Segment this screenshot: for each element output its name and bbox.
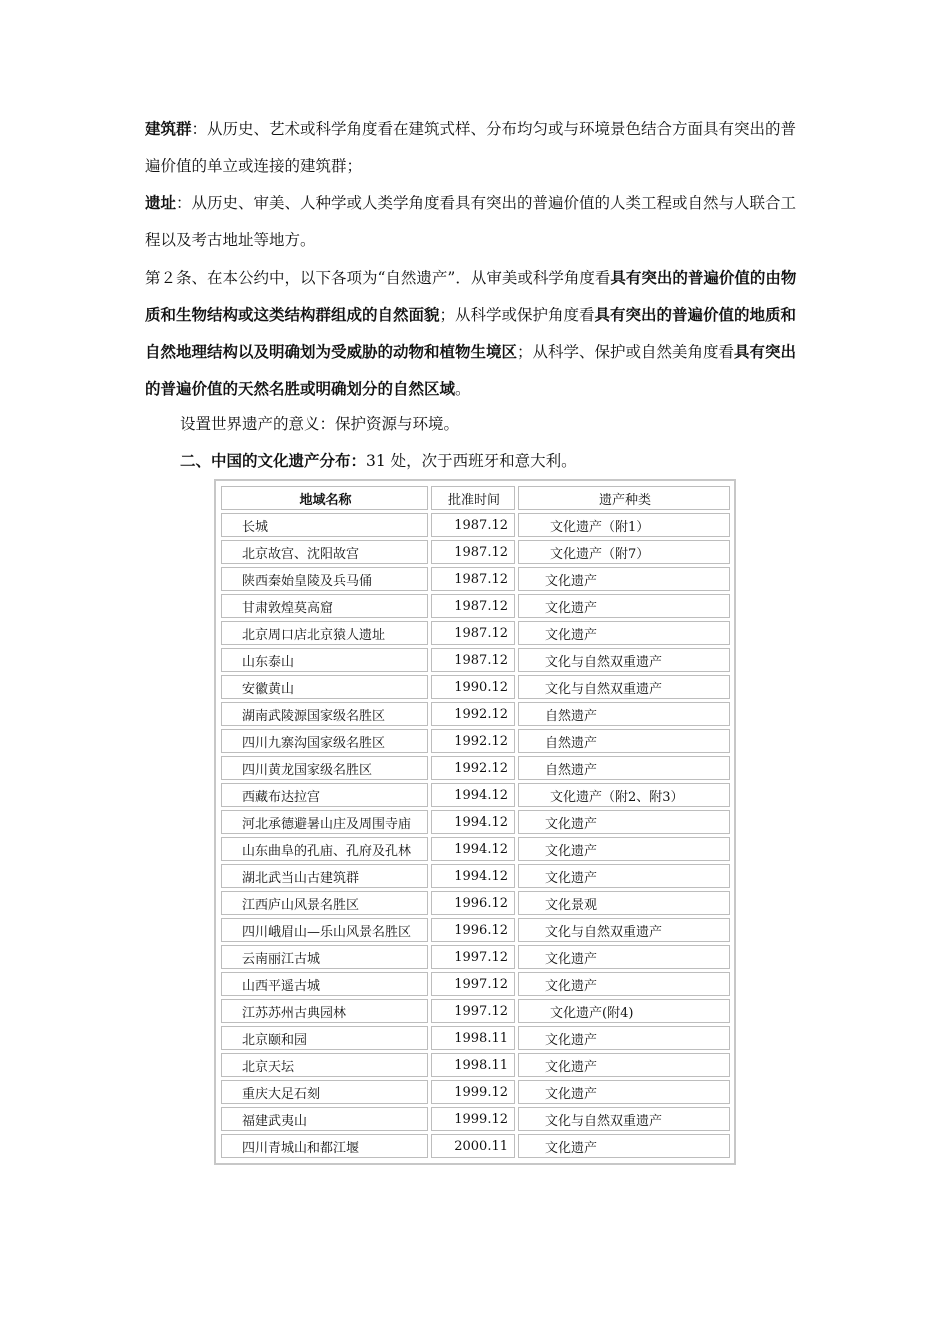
term-building-groups: 建筑群 [145,120,192,138]
table-row [221,918,730,942]
article-2-text-1: 第２条、在本公约中，以下各项为“自然遗产”．从审美或科学角度看 [145,269,611,287]
article-2-bold-3: 具有突出的普遍价值的天然名胜或明确划分的自然区域 [145,343,797,398]
region-cell: 四川九寨沟国家级名胜区 [221,729,428,753]
region-cell: 西藏布达拉宫 [221,783,428,807]
region-cell: 北京故宫、沈阳故宫 [221,540,428,564]
table-row [221,864,730,888]
date-cell: 1997.12 [431,972,515,996]
region-cell: 湖南武陵源国家级名胜区 [221,702,428,726]
type-cell: 文化景观 [518,891,730,915]
table-row [221,756,730,780]
table-row [221,567,730,591]
type-cell: 文化与自然双重遗产 [518,648,730,672]
region-cell: 重庆大足石刻 [221,1080,428,1104]
date-cell: 1987.12 [431,567,515,591]
date-cell: 1997.12 [431,999,515,1023]
table-row [221,675,730,699]
table-row [221,540,730,564]
table-row [221,1080,730,1104]
region-cell: 甘肃敦煌莫高窟 [221,594,428,618]
term-sites: 遗址 [145,194,177,212]
table-row [221,1107,730,1131]
table-row [221,621,730,645]
article-2-text-2: ；从科学或保护角度看 [439,306,595,324]
type-cell: 文化遗产 [518,1053,730,1077]
type-cell: 文化与自然双重遗产 [518,918,730,942]
type-cell: 文化遗产 [518,972,730,996]
date-cell: 1994.12 [431,864,515,888]
type-cell: 文化遗产（附2、附3） [518,783,730,807]
table-row [221,972,730,996]
region-cell: 陕西秦始皇陵及兵马俑 [221,567,428,591]
date-cell: 1994.12 [431,810,515,834]
type-cell: 自然遗产 [518,729,730,753]
date-cell: 1987.12 [431,621,515,645]
region-cell: 四川青城山和都江堰 [221,1134,428,1158]
type-cell: 自然遗产 [518,702,730,726]
table-row [221,891,730,915]
date-cell: 1990.12 [431,675,515,699]
table-row [221,702,730,726]
date-cell: 1992.12 [431,729,515,753]
region-cell: 山西平遥古城 [221,972,428,996]
definition-sites: ：从历史、审美、人种学或人类学角度看具有突出的普遍价值的人类工程或自然与人联合工程以及考古地址等地方。 [145,194,797,249]
date-cell: 1999.12 [431,1080,515,1104]
table-row [221,783,730,807]
section-heading: 二、中国的文化遗产分布： [180,452,367,470]
region-cell: 北京周口店北京猿人遗址 [221,621,428,645]
type-cell: 文化遗产 [518,1080,730,1104]
region-cell: 四川黄龙国家级名胜区 [221,756,428,780]
section-heading-text: 31 处，次于西班牙和意大利。 [366,452,577,470]
date-cell: 2000.11 [431,1134,515,1158]
heritage-table [218,483,733,1161]
region-cell: 四川峨眉山—乐山风景名胜区 [221,918,428,942]
type-cell: 文化与自然双重遗产 [518,1107,730,1131]
region-cell: 河北承德避暑山庄及周围寺庙 [221,810,428,834]
paragraph-building-groups [145,111,810,185]
table-header-row [221,486,730,510]
type-cell: 文化遗产（附1） [518,513,730,537]
significance-line: 设置世界遗产的意义：保护资源与环境。 [180,415,460,433]
table-row [221,945,730,969]
region-cell: 江苏苏州古典园林 [221,999,428,1023]
date-cell: 1996.12 [431,891,515,915]
paragraph-sites [145,185,810,259]
header-date: 批准时间 [431,486,515,510]
date-cell: 1994.12 [431,837,515,861]
date-cell: 1992.12 [431,756,515,780]
date-cell: 1997.12 [431,945,515,969]
definition-building-groups: ：从历史、艺术或科学角度看在建筑式样、分布均匀或与环境景色结合方面具有突出的普遍价值的单立或连接的建筑群； [145,120,797,175]
table-row [221,999,730,1023]
table-row [221,837,730,861]
table-row [221,513,730,537]
section-heading-line [180,449,577,471]
date-cell: 1998.11 [431,1026,515,1050]
type-cell: 文化遗产 [518,810,730,834]
table-row [221,1026,730,1050]
region-cell: 山东曲阜的孔庙、孔府及孔林 [221,837,428,861]
type-cell: 文化与自然双重遗产 [518,675,730,699]
date-cell: 1992.12 [431,702,515,726]
header-type: 遗产种类 [518,486,730,510]
date-cell: 1999.12 [431,1107,515,1131]
region-cell: 长城 [221,513,428,537]
date-cell: 1998.11 [431,1053,515,1077]
article-2-bold-2: 具有突出的普遍价值的地质和自然地理结构以及明确划为受威胁的动物和植物生境区 [145,306,797,361]
type-cell: 文化遗产（附7） [518,540,730,564]
type-cell: 文化遗产 [518,864,730,888]
region-cell: 云南丽江古城 [221,945,428,969]
table-row [221,729,730,753]
type-cell: 文化遗产 [518,621,730,645]
region-cell: 湖北武当山古建筑群 [221,864,428,888]
type-cell: 文化遗产 [518,1026,730,1050]
article-2-bold-1: 具有突出的普遍价值的由物质和生物结构或这类结构群组成的自然面貌 [145,269,797,324]
date-cell: 1987.12 [431,513,515,537]
type-cell: 自然遗产 [518,756,730,780]
type-cell: 文化遗产 [518,945,730,969]
article-2-text-3: ；从科学、保护或自然美角度看 [517,343,735,361]
table-row [221,1134,730,1158]
region-cell: 山东泰山 [221,648,428,672]
date-cell: 1996.12 [431,918,515,942]
type-cell: 文化遗产 [518,837,730,861]
region-cell: 福建武夷山 [221,1107,428,1131]
date-cell: 1994.12 [431,783,515,807]
table-row [221,648,730,672]
type-cell: 文化遗产 [518,1134,730,1158]
heritage-table-container [214,479,736,1165]
table-row [221,810,730,834]
region-cell: 江西庐山风景名胜区 [221,891,428,915]
date-cell: 1987.12 [431,540,515,564]
article-2-text-4: 。 [455,380,471,398]
paragraph-article-2 [145,260,810,408]
region-cell: 安徽黄山 [221,675,428,699]
type-cell: 文化遗产(附4) [518,999,730,1023]
region-cell: 北京颐和园 [221,1026,428,1050]
type-cell: 文化遗产 [518,594,730,618]
header-region: 地域名称 [221,486,428,510]
table-row [221,594,730,618]
table-row [221,1053,730,1077]
date-cell: 1987.12 [431,594,515,618]
region-cell: 北京天坛 [221,1053,428,1077]
date-cell: 1987.12 [431,648,515,672]
type-cell: 文化遗产 [518,567,730,591]
